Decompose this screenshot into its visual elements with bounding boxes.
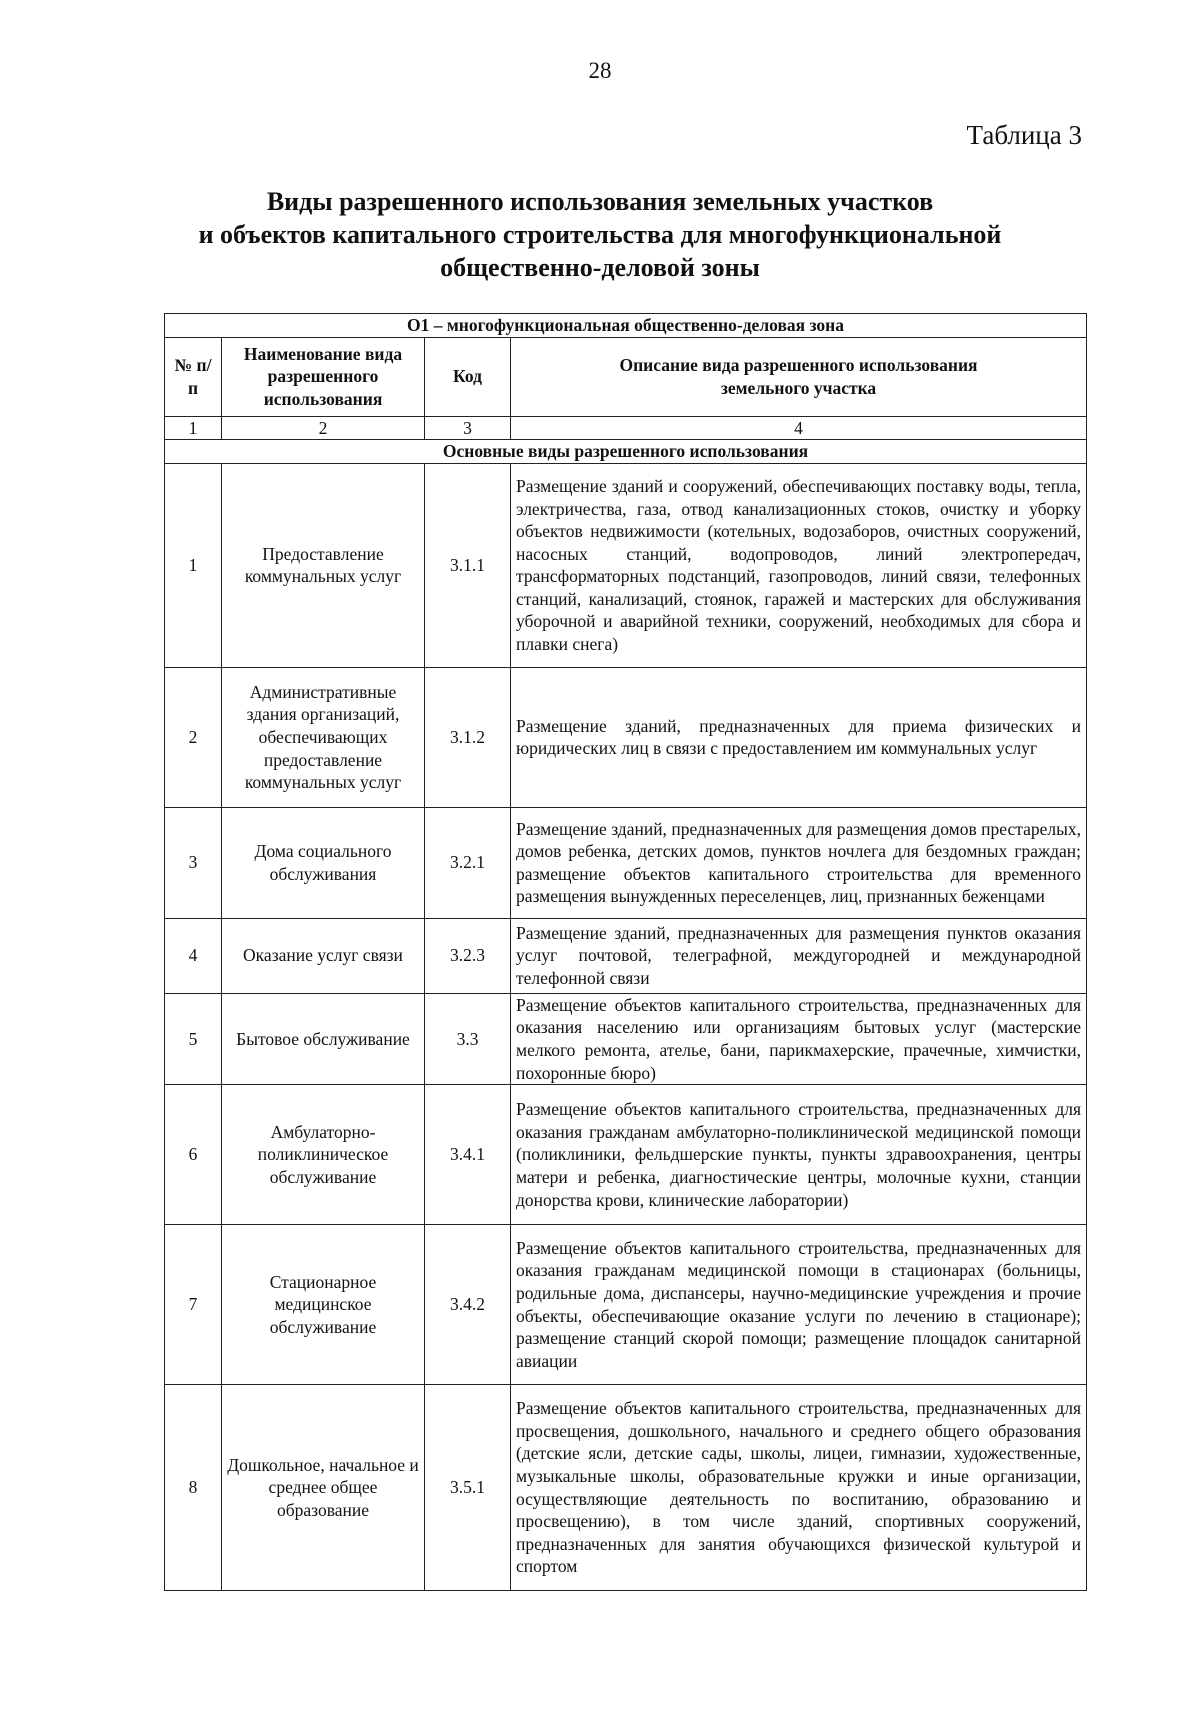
zone-header-row <box>165 314 1087 338</box>
row-code: 3.3 <box>425 993 511 1084</box>
column-number: 4 <box>511 416 1087 440</box>
row-code: 3.5.1 <box>425 1385 511 1591</box>
title-line-1: Виды разрешенного использования земельных участков <box>266 187 934 216</box>
row-description: Размещение зданий, предназначенных для размещения пунктов оказания услуг почтовой, телеграфной, междугородней и международной телефонной связи <box>511 918 1087 993</box>
table-row <box>165 1085 1087 1225</box>
row-description: Размещение объектов капитального строительства, предназначенных для оказания населению или организациям бытовых услуг (мастерские мелкого ремонта, ателье, бани, парикмахерские, прачечные, химчистки, похоронные бюро) <box>511 993 1087 1084</box>
row-name: Предоставление коммунальных услуг <box>222 463 425 667</box>
column-number: 1 <box>165 416 222 440</box>
row-code: 3.4.2 <box>425 1225 511 1385</box>
row-code: 3.1.2 <box>425 667 511 807</box>
column-header-num: № п/п <box>165 337 222 416</box>
table-row <box>165 993 1087 1084</box>
row-name: Стационарное медицинское обслуживание <box>222 1225 425 1385</box>
row-code: 3.2.1 <box>425 807 511 918</box>
table-row <box>165 807 1087 918</box>
row-name: Административные здания организаций, обеспечивающих предоставление коммунальных услуг <box>222 667 425 807</box>
row-name: Бытовое обслуживание <box>222 993 425 1084</box>
row-number: 6 <box>165 1085 222 1225</box>
title-line-2: и объектов капитального строительства для многофункциональной <box>198 220 1002 249</box>
column-header-desc: Описание вида разрешенного использования земельного участка <box>511 337 1087 416</box>
table-row <box>165 1385 1087 1591</box>
row-number: 3 <box>165 807 222 918</box>
row-number: 2 <box>165 667 222 807</box>
row-code: 3.2.3 <box>425 918 511 993</box>
row-description: Размещение объектов капитального строительства, предназначенных для оказания гражданам медицинской помощи в стационарах (больницы, родильные дома, диспансеры, научно-медицинские учреждения и прочие объекты, обеспечивающие оказание услуги по лечению в стационаре); размещение станций скорой помощи; размещение площадок санитарной авиации <box>511 1225 1087 1385</box>
section-title: Основные виды разрешенного использования <box>165 440 1087 464</box>
row-code: 3.1.1 <box>425 463 511 667</box>
column-header-name: Наименование вида разрешенного использования <box>222 337 425 416</box>
section-row <box>165 440 1087 464</box>
table-row <box>165 667 1087 807</box>
row-number: 8 <box>165 1385 222 1591</box>
column-header-row <box>165 337 1087 416</box>
row-number: 1 <box>165 463 222 667</box>
document-title <box>100 185 1100 284</box>
column-header-code: Код <box>425 337 511 416</box>
row-name: Дошкольное, начальное и среднее общее образование <box>222 1385 425 1591</box>
row-name: Амбулаторно-поликлиническое обслуживание <box>222 1085 425 1225</box>
row-number: 5 <box>165 993 222 1084</box>
row-description: Размещение зданий, предназначенных для приема физических и юридических лиц в связи с предоставлением им коммунальных услуг <box>511 667 1087 807</box>
column-number-row <box>165 416 1087 440</box>
row-description: Размещение зданий и сооружений, обеспечивающих поставку воды, тепла, электричества, газа, отвод канализационных стоков, очистку и уборку объектов недвижимости (котельных, водозаборов, очистных сооружений, насосных станций, водопроводов, линий электропередач, трансформаторных подстанций, газопроводов, линий связи, телефонных станций, канализаций, стоянок, гаражей и мастерских для обслуживания уборочной и аварийной техники, сооружений, необходимых для сбора и плавки снега) <box>511 463 1087 667</box>
column-number: 2 <box>222 416 425 440</box>
row-description: Размещение зданий, предназначенных для размещения домов престарелых, домов ребенка, детских домов, пунктов ночлега для бездомных граждан; размещение объектов капитального строительства для временного размещения вынужденных переселенцев, лиц, признанных беженцами <box>511 807 1087 918</box>
row-description: Размещение объектов капитального строительства, предназначенных для оказания гражданам амбулаторно-поликлинической медицинской помощи (поликлиники, фельдшерские пункты, пункты здравоохранения, центры матери и ребенка, диагностические центры, молочные кухни, станции донорства крови, клинические лаборатории) <box>511 1085 1087 1225</box>
row-code: 3.4.1 <box>425 1085 511 1225</box>
row-name: Оказание услуг связи <box>222 918 425 993</box>
table-row <box>165 918 1087 993</box>
row-name: Дома социального обслуживания <box>222 807 425 918</box>
title-line-3: общественно-деловой зоны <box>440 253 760 282</box>
zone-header: О1 – многофункциональная общественно-деловая зона <box>165 314 1087 338</box>
land-use-table <box>164 313 1087 1591</box>
row-description: Размещение объектов капитального строительства, предназначенных для просвещения, дошкольного, начального и среднего общего образования (детские ясли, детские сады, школы, лицеи, гимназии, художественные, музыкальные школы, образовательные кружки и иные организации, осуществляющие деятельность по воспитанию, образованию и просвещению), в том числе зданий, спортивных сооружений, предназначенных для занятия обучающихся физической культурой и спортом <box>511 1385 1087 1591</box>
row-number: 4 <box>165 918 222 993</box>
column-number: 3 <box>425 416 511 440</box>
table-label: Таблица 3 <box>966 120 1082 150</box>
table-row <box>165 1225 1087 1385</box>
row-number: 7 <box>165 1225 222 1385</box>
page-number: 28 <box>588 58 612 83</box>
table-row <box>165 463 1087 667</box>
